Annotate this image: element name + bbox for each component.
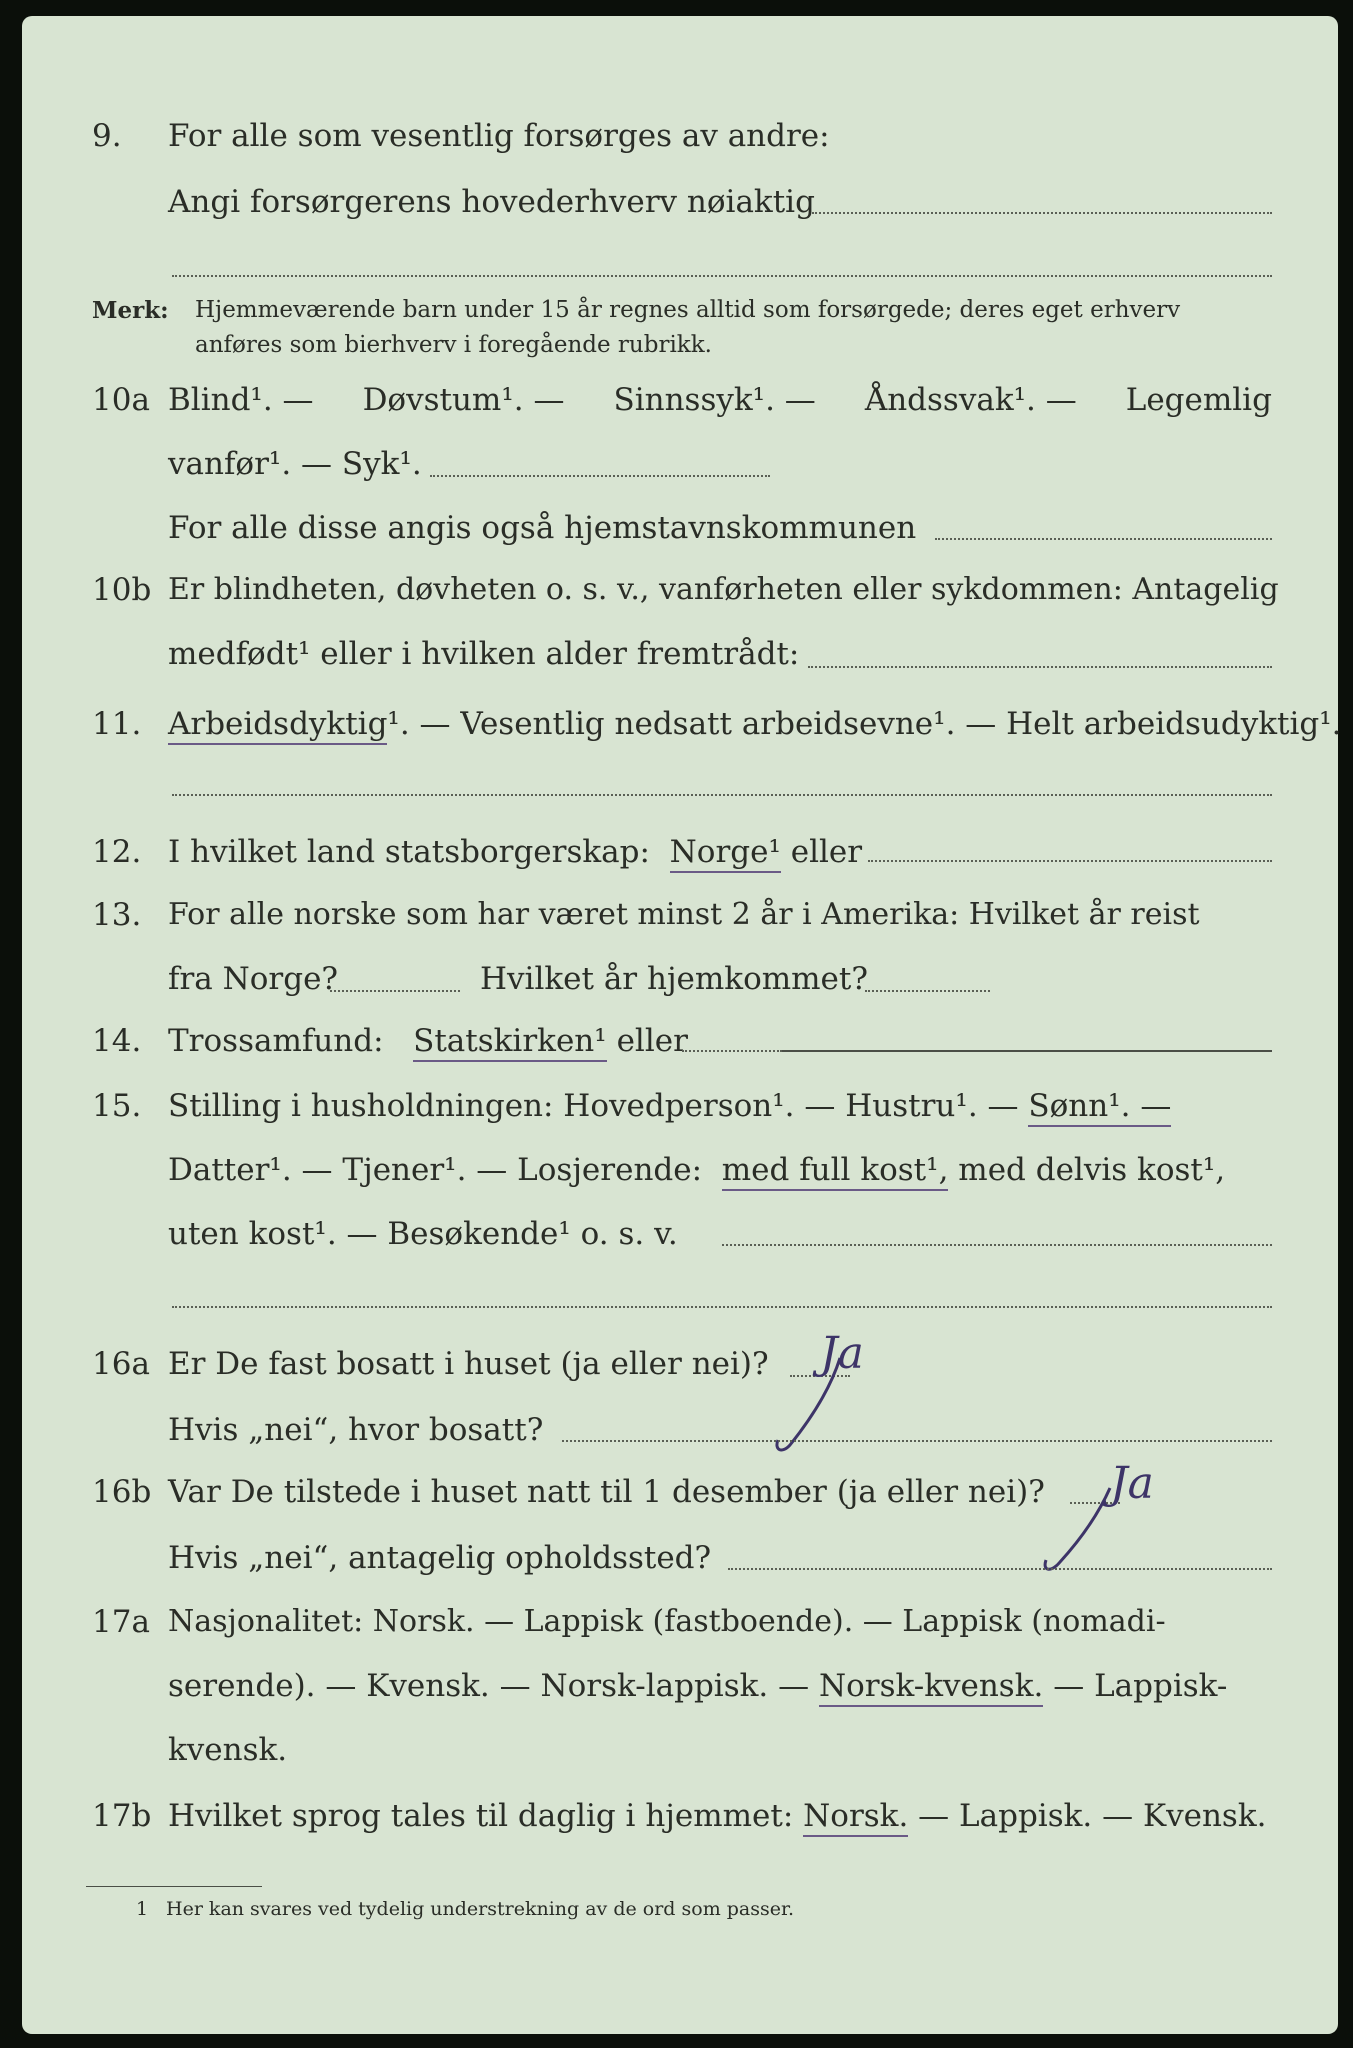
question-number: 10b bbox=[92, 572, 152, 608]
footnote-rule bbox=[86, 1886, 262, 1887]
question-number: 15. bbox=[92, 1088, 142, 1124]
question-number: 17a bbox=[92, 1604, 150, 1640]
handwriting-stroke bbox=[1020, 1480, 1120, 1580]
question-text: For alle som vesentlig forsørges av andre: bbox=[168, 118, 830, 154]
question-text: Hvilket år hjemkommet? bbox=[480, 961, 868, 997]
answer-line[interactable] bbox=[865, 990, 990, 992]
answer-line[interactable] bbox=[330, 990, 460, 992]
underlined-answer: Sønn¹. — bbox=[1028, 1088, 1171, 1127]
question-text: For alle disse angis også hjemstavnskommunen bbox=[168, 510, 917, 546]
note-text: anføres som bierhverv i foregående rubrikk. bbox=[195, 332, 712, 358]
question-text: Hvis „nei“, hvor bosatt? bbox=[168, 1412, 544, 1448]
answer-line[interactable] bbox=[782, 1050, 1272, 1052]
answer-line[interactable] bbox=[935, 538, 1272, 540]
answer-line[interactable] bbox=[172, 794, 1272, 796]
underlined-answer: Norsk-kvensk. bbox=[819, 1668, 1043, 1707]
question-text: For alle norske som har været minst 2 år i Amerika: Hvilket år reist bbox=[168, 897, 1200, 932]
handwritten-answer: Ja bbox=[1110, 1458, 1154, 1509]
answer-line[interactable] bbox=[682, 1050, 782, 1052]
question-text: Nasjonalitet: Norsk. — Lappisk (fastboende). — Lappisk (nomadi- bbox=[168, 1604, 1166, 1639]
question-text: vanfør¹. — Syk¹. bbox=[168, 446, 422, 482]
answer-line[interactable] bbox=[728, 1568, 1272, 1570]
underlined-answer: Arbeidsdyktig bbox=[168, 706, 387, 745]
note-label: Merk: bbox=[92, 297, 169, 324]
question-number: 9. bbox=[92, 118, 122, 154]
answer-line[interactable] bbox=[430, 475, 770, 477]
question-text: Hvis „nei“, antagelig opholdssted? bbox=[168, 1540, 712, 1576]
question-text: Blind¹. — Døvstum¹. — Sinnssyk¹. — Åndssvak¹. — Legemlig bbox=[168, 382, 1272, 418]
question-text: kvensk. bbox=[168, 1732, 288, 1768]
answer-line[interactable] bbox=[868, 860, 1272, 862]
answer-line[interactable] bbox=[172, 275, 1272, 277]
answer-line[interactable] bbox=[562, 1440, 1272, 1442]
question-text: Var De tilstede i huset natt til 1 desember (ja eller nei)? bbox=[168, 1474, 1045, 1510]
answer-line[interactable] bbox=[722, 1244, 1272, 1246]
question-text: I hvilket land statsborgerskap: Norge¹ eller bbox=[168, 834, 862, 870]
question-number: 13. bbox=[92, 897, 142, 933]
question-number: 10a bbox=[92, 382, 150, 418]
question-number: 16a bbox=[92, 1346, 150, 1382]
question-number: 11. bbox=[92, 706, 142, 742]
question-text: uten kost¹. — Besøkende¹ o. s. v. bbox=[168, 1216, 678, 1252]
question-text: Arbeidsdyktig¹. — Vesentlig nedsatt arbeidsevne¹. — Helt arbeidsudyktig¹. bbox=[168, 706, 1342, 742]
question-number: 16b bbox=[92, 1474, 152, 1510]
question-text: fra Norge? bbox=[168, 961, 339, 997]
question-number: 17b bbox=[92, 1798, 152, 1834]
answer-line[interactable] bbox=[172, 1306, 1272, 1308]
underlined-answer: Norge¹ bbox=[670, 834, 781, 873]
underlined-answer: Norsk. bbox=[803, 1798, 908, 1837]
question-text: medfødt¹ eller i hvilken alder fremtrådt: bbox=[168, 636, 800, 672]
handwriting-stroke bbox=[770, 1350, 850, 1460]
question-number: 14. bbox=[92, 1023, 142, 1059]
footnote-mark: 1 bbox=[136, 1898, 149, 1920]
question-text: Angi forsørgerens hovederhverv nøiaktig bbox=[168, 184, 815, 220]
question-number: 12. bbox=[92, 834, 142, 870]
question-text: Trossamfund: Statskirken¹ eller bbox=[168, 1023, 688, 1059]
answer-line[interactable] bbox=[808, 666, 1272, 668]
footnote-text: Her kan svares ved tydelig understrekning av de ord som passer. bbox=[166, 1898, 795, 1920]
question-text: Hvilket sprog tales til daglig i hjemmet: Norsk. — Lappisk. — Kvensk. bbox=[168, 1798, 1266, 1834]
note-text: Hjemmeværende barn under 15 år regnes alltid som forsørgede; deres eget erhverv bbox=[195, 297, 1181, 323]
question-text: Datter¹. — Tjener¹. — Losjerende: med full kost¹, med delvis kost¹, bbox=[168, 1152, 1225, 1188]
answer-line[interactable] bbox=[812, 212, 1272, 214]
handwritten-answer: Ja bbox=[820, 1328, 864, 1379]
underlined-answer: med full kost¹, bbox=[722, 1152, 949, 1191]
question-text: serende). — Kvensk. — Norsk-lappisk. — Norsk-kvensk. — Lappisk- bbox=[168, 1668, 1227, 1704]
question-text: Stilling i husholdningen: Hovedperson¹. — Hustru¹. — Sønn¹. — bbox=[168, 1088, 1171, 1124]
question-text: Er De fast bosatt i huset (ja eller nei)? bbox=[168, 1346, 769, 1382]
question-text: Er blindheten, døvheten o. s. v., vanførheten eller sykdommen: Antagelig bbox=[168, 572, 1279, 607]
underlined-answer: Statskirken¹ bbox=[413, 1023, 607, 1062]
